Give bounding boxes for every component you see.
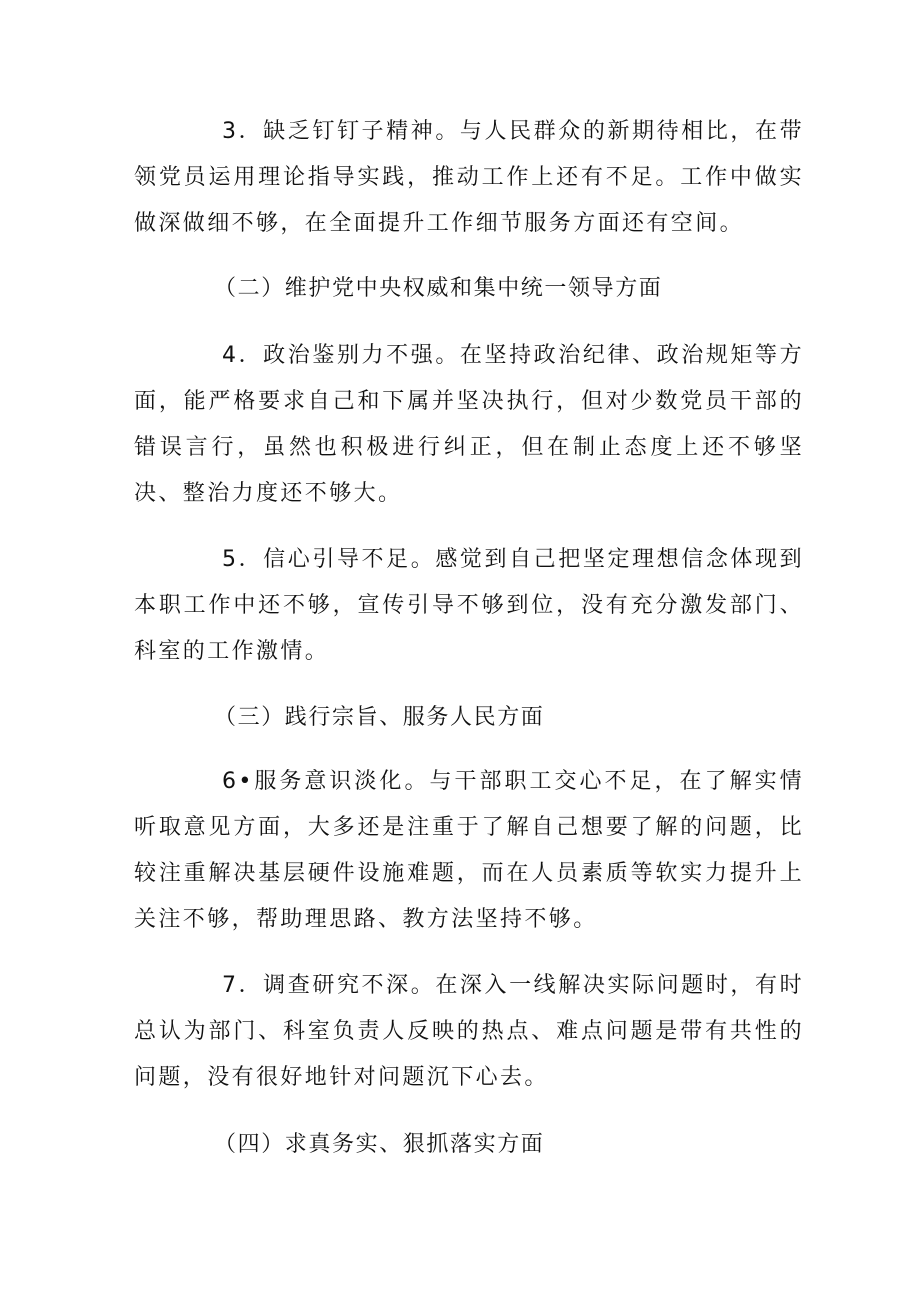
- paragraph-item-7: 7．调查研究不深。在深入一线解决实际问题时，有时总认为部门、科室负责人反映的热点、难点问题是带有共性的问题，没有很好地针对问题沉下心去。: [134, 973, 804, 1090]
- paragraph-item-6: 6•服务意识淡化。与干部职工交心不足，在了解实情听取意见方面，大多还是注重于了解自己想要了解的问题，比较注重解决基层硬件设施难题，而在人员素质等软实力提升上关注不够，帮助理思路、教方法坚持不够。: [134, 769, 804, 932]
- section-heading-3: （三）践行宗旨、服务人民方面: [214, 705, 545, 730]
- paragraph-item-3: 3．缺乏钉钉子精神。与人民群众的新期待相比，在带领党员运用理论指导实践，推动工作上还有不足。工作中做实做深做细不够，在全面提升工作细节服务方面还有空间。: [134, 119, 804, 236]
- paragraph-item-5: 5．信心引导不足。感觉到自己把坚定理想信念体现到本职工作中还不够，宣传引导不够到位，没有充分激发部门、科室的工作激情。: [134, 547, 804, 664]
- section-heading-4: （四）求真务实、狠抓落实方面: [214, 1132, 545, 1157]
- paragraph-item-4: 4．政治鉴别力不强。在坚持政治纪律、政治规矩等方面，能严格要求自己和下属并坚决执行，但对少数党员干部的错误言行，虽然也积极进行纠正，但在制止态度上还不够坚决、整治力度还不够大。: [134, 343, 804, 506]
- section-heading-2: （二）维护党中央权威和集中统一领导方面: [214, 276, 663, 301]
